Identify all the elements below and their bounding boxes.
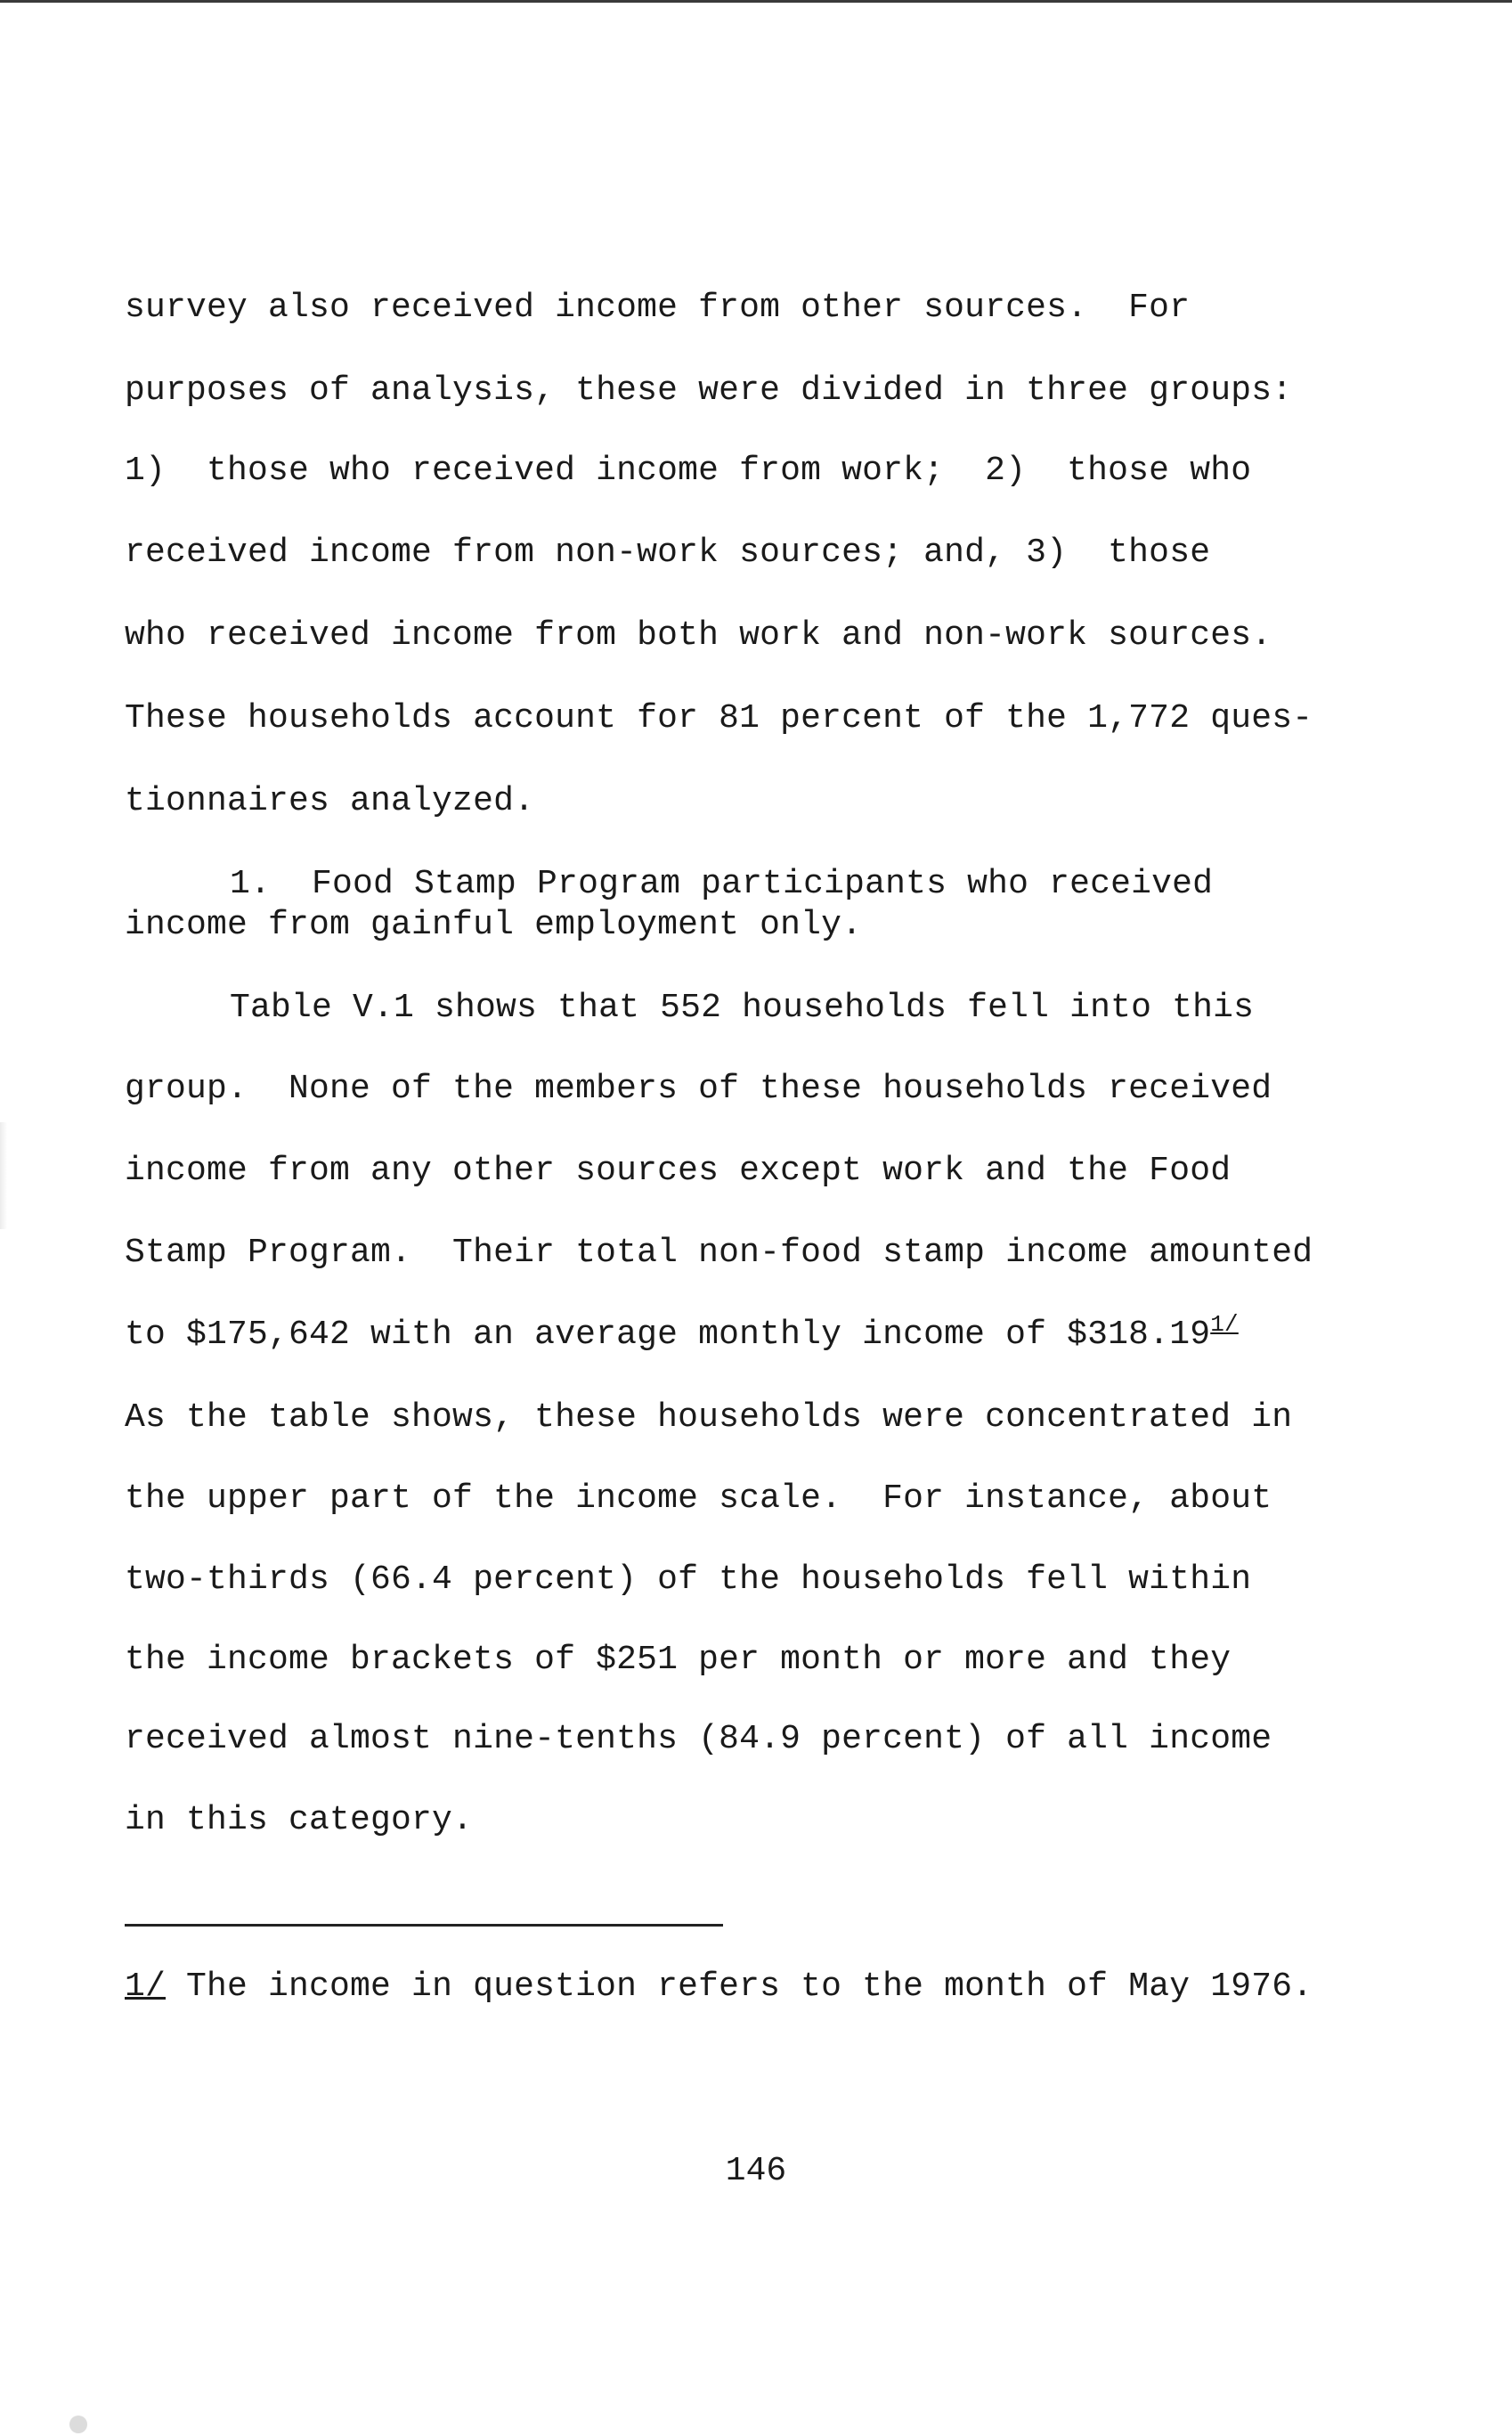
para3-line-4: the income brackets of $251 per month or more and they <box>125 1641 1232 1679</box>
footnote-reference: 1/ <box>1210 1311 1239 1338</box>
para2-line-5 <box>125 1311 1239 1356</box>
para2-line-5-text: to $175,642 with an average monthly income of $318.19 <box>125 1316 1211 1354</box>
para2-line-1: Table V.1 shows that 552 households fell into this <box>230 989 1255 1027</box>
para3-line-1: As the table shows, these households were concentrated in <box>125 1398 1293 1437</box>
body-line-6: These households account for 81 percent of the 1,772 ques- <box>125 699 1313 737</box>
para3-line-3: two-thirds (66.4 percent) of the households fell within <box>125 1560 1252 1599</box>
section-heading-line-2: income from gainful employment only. <box>125 906 863 944</box>
scan-smudge-left <box>0 1122 7 1229</box>
body-line-5: who received income from both work and non-work sources. <box>125 616 1272 655</box>
footnote-text: The income in question refers to the month of May 1976. <box>166 1968 1313 2006</box>
para2-line-4: Stamp Program. Their total non-food stamp income amounted <box>125 1234 1313 1272</box>
footnote-marker: 1/ <box>125 1968 167 2006</box>
body-line-2: purposes of analysis, these were divided in three groups: <box>125 371 1293 410</box>
body-line-4: received income from non-work sources; and, 3) those <box>125 534 1211 572</box>
body-line-7: tionnaires analyzed. <box>125 782 535 820</box>
footnote <box>125 1967 1313 2008</box>
section-heading-line-1: 1. Food Stamp Program participants who received <box>230 865 1214 903</box>
para2-line-2: group. None of the members of these households received <box>125 1070 1272 1108</box>
top-border-rule <box>0 0 1512 3</box>
para3-line-2: the upper part of the income scale. For instance, about <box>125 1479 1272 1518</box>
footnote-separator <box>125 1924 723 1927</box>
para2-line-3: income from any other sources except work and the Food <box>125 1152 1232 1190</box>
scan-smudge-corner <box>69 2416 87 2433</box>
para3-line-6: in this category. <box>125 1801 474 1839</box>
body-line-3: 1) those who received income from work; 2) those who <box>125 452 1252 490</box>
page-number: 146 <box>725 2152 787 2190</box>
para3-line-5: received almost nine-tenths (84.9 percent) of all income <box>125 1720 1272 1758</box>
body-line-1: survey also received income from other sources. For <box>125 289 1191 327</box>
